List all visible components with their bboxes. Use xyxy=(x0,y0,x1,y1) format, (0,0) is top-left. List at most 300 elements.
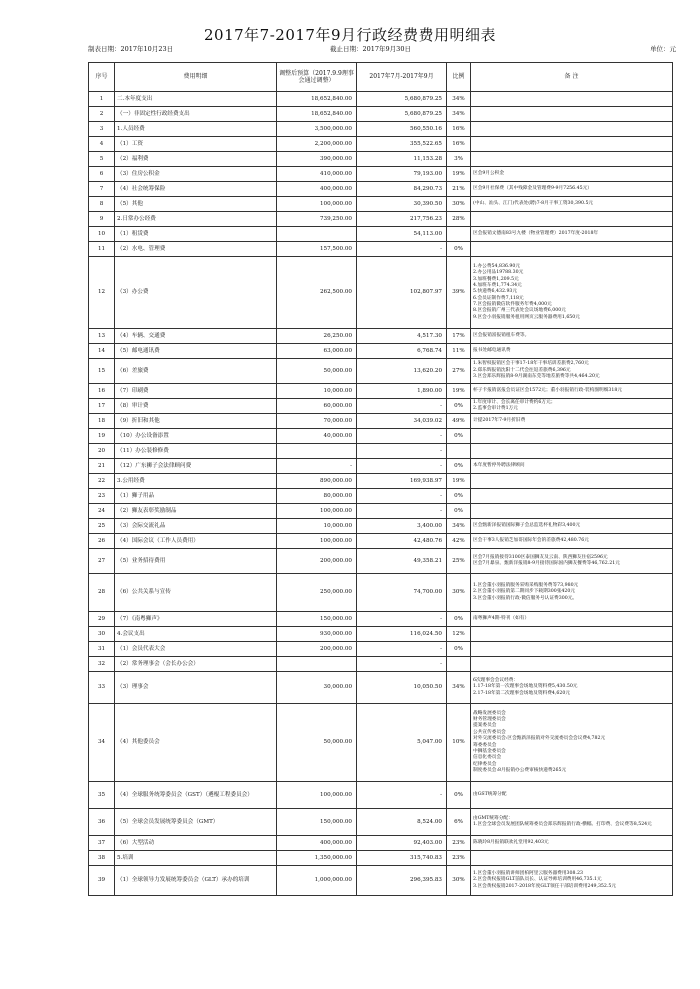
row-number: 38 xyxy=(89,851,115,866)
row-ratio: 0% xyxy=(447,489,471,504)
row-actual: 560,550.16 xyxy=(357,122,447,137)
row-budget: - xyxy=(277,459,357,474)
row-note xyxy=(471,672,673,704)
table-row xyxy=(89,612,673,627)
note-line: 区会9月社保费（其中残障金及管理费9-9月7256.45元） xyxy=(473,185,592,191)
row-item-name: （2）狮友表彰奖励制品 xyxy=(115,504,277,519)
row-ratio: 25% xyxy=(447,549,471,574)
row-number: 29 xyxy=(89,612,115,627)
row-item-name: （5）邮电通讯费 xyxy=(115,344,277,359)
row-budget: 50,000.00 xyxy=(277,359,357,384)
table-row xyxy=(89,384,673,399)
row-item-name: （1）全球领导力发展统筹委员会（GLT）承办的培训 xyxy=(115,866,277,896)
row-actual: - xyxy=(357,504,447,519)
row-actual: 217,756.23 xyxy=(357,212,447,227)
note-line: 报书处邮电通讯费 xyxy=(473,347,511,353)
row-budget: 262,500.00 xyxy=(277,257,357,329)
row-budget: 30,000.00 xyxy=(277,672,357,704)
row-item-name: （12）广东狮子会法律顾问费 xyxy=(115,459,277,474)
row-item-name: （4）车辆、交通费 xyxy=(115,329,277,344)
row-ratio: 27% xyxy=(447,359,471,384)
row-actual: 102,807.97 xyxy=(357,257,447,329)
row-actual: 11,153.28 xyxy=(357,152,447,167)
row-ratio xyxy=(447,444,471,459)
row-budget: 1,350,000.00 xyxy=(277,851,357,866)
table-row xyxy=(89,167,673,182)
row-note xyxy=(471,329,673,344)
row-note xyxy=(471,642,673,657)
row-note xyxy=(471,414,673,429)
row-ratio: 34% xyxy=(447,92,471,107)
note-line: 陈晓玲8月报销联欢礼堂用92,403元 xyxy=(473,839,549,845)
row-note xyxy=(471,399,673,414)
row-actual: - xyxy=(357,657,447,672)
note-line: 8.区会报销广州三代表处会议场地费6,000元 xyxy=(473,308,566,314)
table-row xyxy=(89,227,673,242)
note-line: 3.区会郑乐辉报销8-9月湖南东莞等地差旅费等共4,464.20元 xyxy=(473,374,600,380)
row-item-name: （1）狮子用品 xyxy=(115,489,277,504)
row-actual: - xyxy=(357,429,447,444)
row-actual: - xyxy=(357,399,447,414)
note-line: 1.区会董小羽报销服务采购采购服务费等73,980元 xyxy=(473,582,579,588)
row-actual: - xyxy=(357,444,447,459)
row-item-name: （2）水电、管理费 xyxy=(115,242,277,257)
row-note xyxy=(471,574,673,612)
row-ratio: 30% xyxy=(447,866,471,896)
note-line: 9.区会小羽报销服务租用网页云服务器费用1,650元 xyxy=(473,314,580,320)
note-line: 2.监事会审计费1万元 xyxy=(473,406,518,411)
row-budget: 100,000.00 xyxy=(277,534,357,549)
row-item-name: （4）社会统筹保险 xyxy=(115,182,277,197)
row-ratio: 39% xyxy=(447,257,471,329)
row-budget: 200,000.00 xyxy=(277,642,357,657)
row-budget: 150,000.00 xyxy=(277,809,357,836)
header-notes: 备 注 xyxy=(471,63,673,92)
note-line: 区会7月报销接待3100区泰国狮友及云南、陕西狮友住宿2596元 xyxy=(473,554,608,560)
row-ratio: 6% xyxy=(447,809,471,836)
row-number: 36 xyxy=(89,809,115,836)
row-actual: 169,938.97 xyxy=(357,474,447,489)
row-budget: 50,000.00 xyxy=(277,704,357,782)
row-ratio xyxy=(447,657,471,672)
row-budget: 2,200,000.00 xyxy=(277,137,357,152)
table-row xyxy=(89,212,673,227)
table-row xyxy=(89,489,673,504)
row-number: 28 xyxy=(89,574,115,612)
row-item-name: 二.本年度支出 xyxy=(115,92,277,107)
row-number: 2 xyxy=(89,107,115,122)
row-item-name: （4）国际会议（工作人员费用） xyxy=(115,534,277,549)
row-budget: 63,000.00 xyxy=(277,344,357,359)
note-line: 2.郑乐辉报销沈阳十二代会往返差旅费6,396元 xyxy=(473,367,571,373)
row-number: 9 xyxy=(89,212,115,227)
row-item-name: （5）全球会员发展统筹委员会（GMT） xyxy=(115,809,277,836)
note-line: 由GMT统筹分配： xyxy=(473,815,513,821)
header-budget: 调整后预算（2017.9.9理事会通过调整） xyxy=(277,63,357,92)
row-note xyxy=(471,549,673,574)
row-ratio: 30% xyxy=(447,574,471,612)
row-actual: 4,517.30 xyxy=(357,329,447,344)
row-actual: 296,395.83 xyxy=(357,866,447,896)
header-item: 费用明细 xyxy=(115,63,277,92)
table-row xyxy=(89,329,673,344)
row-item-name: 5.培训 xyxy=(115,851,277,866)
row-ratio: 12% xyxy=(447,627,471,642)
row-budget: 10,000.00 xyxy=(277,519,357,534)
row-note xyxy=(471,429,673,444)
note-line: 2.区会黄权报销GLT前队员长、认证导师培训费用46,735.1元 xyxy=(473,877,602,883)
row-ratio: 0% xyxy=(447,612,471,627)
note-line: 由GST统筹分配 xyxy=(473,791,507,797)
row-actual: 5,680,879.25 xyxy=(357,107,447,122)
row-ratio: 30% xyxy=(447,197,471,212)
row-ratio: 10% xyxy=(447,704,471,782)
table-row xyxy=(89,182,673,197)
row-actual: 355,522.65 xyxy=(357,137,447,152)
row-number: 24 xyxy=(89,504,115,519)
row-number: 8 xyxy=(89,197,115,212)
row-budget: 100,000.00 xyxy=(277,197,357,212)
row-budget: 400,000.00 xyxy=(277,836,357,851)
header-period: 2017年7月-2017年9月 xyxy=(357,63,447,92)
row-budget: 157,500.00 xyxy=(277,242,357,257)
row-ratio: 49% xyxy=(447,414,471,429)
row-ratio: 21% xyxy=(447,182,471,197)
row-actual: 5,047.00 xyxy=(357,704,447,782)
row-number: 37 xyxy=(89,836,115,851)
row-item-name: （3）理事会 xyxy=(115,672,277,704)
row-note xyxy=(471,504,673,519)
row-number: 31 xyxy=(89,642,115,657)
row-budget: 100,000.00 xyxy=(277,504,357,519)
row-number: 7 xyxy=(89,182,115,197)
row-note xyxy=(471,344,673,359)
row-number: 5 xyxy=(89,152,115,167)
row-note xyxy=(471,836,673,851)
row-item-name: （1）工资 xyxy=(115,137,277,152)
row-budget: 150,000.00 xyxy=(277,612,357,627)
table-row xyxy=(89,519,673,534)
row-item-name: （10）办公设备添置 xyxy=(115,429,277,444)
row-budget: 410,000.00 xyxy=(277,167,357,182)
row-note xyxy=(471,227,673,242)
row-number: 12 xyxy=(89,257,115,329)
row-note xyxy=(471,866,673,896)
table-row xyxy=(89,534,673,549)
row-note xyxy=(471,627,673,642)
row-item-name: （4）其他委员会 xyxy=(115,704,277,782)
table-row xyxy=(89,704,673,782)
row-number: 1 xyxy=(89,92,115,107)
header-ratio: 比例 xyxy=(447,63,471,92)
row-number: 4 xyxy=(89,137,115,152)
row-actual: 3,400.00 xyxy=(357,519,447,534)
cutoff-date: 截止日期：2017年9月30日 xyxy=(330,45,411,53)
row-ratio: 11% xyxy=(447,344,471,359)
note-line: 1.年度审计、会长离任审计费约6万元； xyxy=(473,399,556,405)
note-line: 3.加班餐费1,209.5元 xyxy=(473,276,519,282)
row-note xyxy=(471,612,673,627)
row-number: 19 xyxy=(89,429,115,444)
row-actual: 315,740.83 xyxy=(357,851,447,866)
row-actual: 54,113.00 xyxy=(357,227,447,242)
row-number: 6 xyxy=(89,167,115,182)
row-note xyxy=(471,809,673,836)
table-row xyxy=(89,344,673,359)
row-number: 15 xyxy=(89,359,115,384)
row-actual: 10,050.50 xyxy=(357,672,447,704)
row-number: 14 xyxy=(89,344,115,359)
note-line: 1.朱智权报销区会干事17-18年干事培训差旅费2,760元 xyxy=(473,361,589,367)
row-actual: - xyxy=(357,489,447,504)
row-actual: 34,039.02 xyxy=(357,414,447,429)
row-item-name: （2）常务理事会（会长办公会） xyxy=(115,657,277,672)
row-actual: 92,403.00 xyxy=(357,836,447,851)
row-note xyxy=(471,92,673,107)
note-line: 战略发展委员会 xyxy=(473,710,506,716)
row-item-name: 4.会议支出 xyxy=(115,627,277,642)
row-budget: 890,000.00 xyxy=(277,474,357,489)
row-number: 13 xyxy=(89,329,115,344)
row-number: 39 xyxy=(89,866,115,896)
row-number: 25 xyxy=(89,519,115,534)
row-note xyxy=(471,459,673,474)
row-ratio: 0% xyxy=(447,429,471,444)
row-item-name: （6）公共关系与宣传 xyxy=(115,574,277,612)
note-line: (中山、汕头、江门)代表处(聘)7-8月干事工资30,390.5元 xyxy=(473,200,594,206)
row-item-name: （5）其他 xyxy=(115,197,277,212)
row-note xyxy=(471,137,673,152)
note-line: 3.区会黄权报销2017-2018年度GLT领任干部培训费用249,352.5元 xyxy=(473,883,617,889)
note-line: 区会7月暴泉、甄新洋报销8-9月接待国际国内狮友餐费等46,762.21元 xyxy=(473,561,620,566)
row-number: 16 xyxy=(89,384,115,399)
row-ratio: 42% xyxy=(447,534,471,549)
row-item-name: （4）全球服务统筹委员会（GST）（遴棍工程委员会） xyxy=(115,782,277,809)
row-note xyxy=(471,182,673,197)
row-number: 21 xyxy=(89,459,115,474)
row-budget: 80,000.00 xyxy=(277,489,357,504)
note-line: 财务管理委员会 xyxy=(473,717,506,723)
row-ratio: 0% xyxy=(447,399,471,414)
row-number: 20 xyxy=(89,444,115,459)
row-ratio: 34% xyxy=(447,107,471,122)
row-ratio: 34% xyxy=(447,519,471,534)
note-line: 2.办公用品19788.30元 xyxy=(473,270,524,276)
note-line: 2.17-18年第二次理事会场地及资料费4,620元 xyxy=(473,690,571,696)
row-budget: 930,000.00 xyxy=(277,627,357,642)
row-budget: 400,000.00 xyxy=(277,182,357,197)
note-line: 7.区会报销微信软件服务年费4,000元 xyxy=(473,302,552,308)
note-line: 区会干事3人报销芝加哥国际年会的差旅费42,480.76元 xyxy=(473,537,589,543)
note-line: 6.会员证制作费7,118元 xyxy=(473,295,524,301)
row-actual: 84,290.73 xyxy=(357,182,447,197)
note-line: 对外交流委员会:区会甄新泽报销对外交流委员会会议费4,782元 xyxy=(473,736,606,742)
row-item-name: （一）非固定性行政经费支出 xyxy=(115,107,277,122)
table-row xyxy=(89,642,673,657)
row-ratio: 19% xyxy=(447,384,471,399)
row-number: 22 xyxy=(89,474,115,489)
row-note xyxy=(471,444,673,459)
header-row xyxy=(89,63,673,92)
row-number: 10 xyxy=(89,227,115,242)
row-number: 34 xyxy=(89,704,115,782)
row-actual: 42,480.76 xyxy=(357,534,447,549)
row-item-name: （3）办公费 xyxy=(115,257,277,329)
note-line: 计提2017年7-9月折旧费 xyxy=(473,417,526,423)
row-ratio: 16% xyxy=(447,137,471,152)
table-row xyxy=(89,257,673,329)
row-item-name: 3.公用经费 xyxy=(115,474,277,489)
note-line: 4.加班车费1,774.34元 xyxy=(473,282,522,288)
row-item-name: （5）业务招待费用 xyxy=(115,549,277,574)
row-item-name: （7）《南粤狮声》 xyxy=(115,612,277,627)
table-row xyxy=(89,107,673,122)
row-item-name: （3）住房公积金 xyxy=(115,167,277,182)
row-budget xyxy=(277,444,357,459)
note-line: 1.区会全球会员发展团队统筹委员会郑乐辉报销行政-横幅、打印费、会议费等8,524元 xyxy=(473,822,652,827)
note-line: 区会9月公积金 xyxy=(473,170,505,176)
row-note xyxy=(471,489,673,504)
row-ratio: 0% xyxy=(447,242,471,257)
row-note xyxy=(471,534,673,549)
row-ratio: 19% xyxy=(447,167,471,182)
row-number: 11 xyxy=(89,242,115,257)
row-item-name: （2）福利费 xyxy=(115,152,277,167)
note-line: 本年度暂停外聘法律顾问 xyxy=(473,462,525,468)
note-line: 杯子卡报销富报会员证区会1572元；董小羽报销行政-装构图明细318元 xyxy=(473,387,623,393)
row-item-name: （3）会际交流礼品 xyxy=(115,519,277,534)
row-ratio: 17% xyxy=(447,329,471,344)
row-item-name: （1）租赁费 xyxy=(115,227,277,242)
table-row xyxy=(89,851,673,866)
table-row xyxy=(89,414,673,429)
row-ratio: 19% xyxy=(447,474,471,489)
note-line: 3.区会董小羽报销行政-微信服务号认证费300元。 xyxy=(473,595,578,601)
note-line: 南粤狮声4期-特刊（如有） xyxy=(473,615,530,621)
row-ratio: 34% xyxy=(447,672,471,704)
note-line: 区会报销富报销租车费等。 xyxy=(473,332,530,338)
row-actual: 6,768.74 xyxy=(357,344,447,359)
row-actual: - xyxy=(357,782,447,809)
table-row xyxy=(89,474,673,489)
table-row xyxy=(89,657,673,672)
row-note xyxy=(471,851,673,866)
note-line: 区会报销文德南83号九楼（物业管理费）2017年度-2018年 xyxy=(473,230,599,236)
note-line: 区会甄新泽报销国际狮子会总监选杯礼物彩3,400元 xyxy=(473,522,581,528)
note-line: 6次理事会会议经费： xyxy=(473,677,519,683)
row-number: 3 xyxy=(89,122,115,137)
row-number: 23 xyxy=(89,489,115,504)
row-item-name: （11）办公装修修费 xyxy=(115,444,277,459)
note-line: 公共宣传委员会 xyxy=(473,729,506,735)
row-budget xyxy=(277,227,357,242)
row-ratio: 3% xyxy=(447,152,471,167)
table-body xyxy=(89,92,673,896)
row-number: 33 xyxy=(89,672,115,704)
row-budget: 60,000.00 xyxy=(277,399,357,414)
row-item-name: （1）会员代表大会 xyxy=(115,642,277,657)
table-row xyxy=(89,459,673,474)
note-line: 1.17-18年第一次理事会场地及资料费5,430.50元 xyxy=(473,684,578,690)
row-budget: 739,250.00 xyxy=(277,212,357,227)
row-note xyxy=(471,152,673,167)
table-row xyxy=(89,399,673,414)
row-note xyxy=(471,167,673,182)
row-budget: 18,652,840.00 xyxy=(277,107,357,122)
row-item-name: （6）大型活动 xyxy=(115,836,277,851)
row-note xyxy=(471,197,673,212)
note-line: 信息化委员会 xyxy=(473,755,502,761)
table-row xyxy=(89,197,673,212)
row-actual: - xyxy=(357,612,447,627)
row-actual: - xyxy=(357,242,447,257)
row-note xyxy=(471,107,673,122)
table-row xyxy=(89,627,673,642)
row-budget: 26,250.00 xyxy=(277,329,357,344)
table-row xyxy=(89,137,673,152)
row-actual: 74,700.00 xyxy=(357,574,447,612)
row-actual: 8,524.00 xyxy=(357,809,447,836)
row-ratio: 0% xyxy=(447,459,471,474)
row-budget xyxy=(277,657,357,672)
table-row xyxy=(89,122,673,137)
note-line: 制度委员会:8月报销办公费审核快递费265元 xyxy=(473,767,567,773)
note-line: 1.区会董小羽报销讲师团柏阿里云服务器费用308.23 xyxy=(473,870,583,876)
row-budget: 390,000.00 xyxy=(277,152,357,167)
row-note xyxy=(471,474,673,489)
row-number: 18 xyxy=(89,414,115,429)
row-item-name: （8）审计费 xyxy=(115,399,277,414)
row-actual: 13,620.20 xyxy=(357,359,447,384)
row-budget: 250,000.00 xyxy=(277,574,357,612)
table-row xyxy=(89,866,673,896)
row-item-name: 1.人员经费 xyxy=(115,122,277,137)
table-row xyxy=(89,242,673,257)
row-ratio: 0% xyxy=(447,642,471,657)
table-row xyxy=(89,92,673,107)
row-note xyxy=(471,359,673,384)
note-line: 纪律委员会 xyxy=(473,761,497,767)
note-line: 中狮基金委员会 xyxy=(473,748,506,754)
note-line: 5.快递费6,432.93元 xyxy=(473,289,518,295)
row-actual: 49,358.21 xyxy=(357,549,447,574)
row-note xyxy=(471,384,673,399)
row-actual: 5,680,879.25 xyxy=(357,92,447,107)
row-budget: 18,652,840.00 xyxy=(277,92,357,107)
row-item-name: （6）差旅费 xyxy=(115,359,277,384)
table-row xyxy=(89,444,673,459)
prepared-date: 制表日期：2017年10月23日 xyxy=(88,45,174,53)
note-line: 筹委委员会 xyxy=(473,742,497,748)
note-line: 2.区会董小羽报销第二期同步下载期300张420元 xyxy=(473,589,576,595)
unit-label: 单位：元 xyxy=(650,45,676,53)
header-no: 序号 xyxy=(89,63,115,92)
document-title: 2017年7-2017年9月行政经费费用明细表 xyxy=(203,26,496,44)
row-item-name: （9）折旧和其他 xyxy=(115,414,277,429)
row-ratio: 28% xyxy=(447,212,471,227)
row-budget: 10,000.00 xyxy=(277,384,357,399)
row-note xyxy=(471,704,673,782)
row-budget: 200,000.00 xyxy=(277,549,357,574)
table-row xyxy=(89,574,673,612)
row-ratio xyxy=(447,227,471,242)
row-budget: 3,500,000.00 xyxy=(277,122,357,137)
row-actual: - xyxy=(357,642,447,657)
row-number: 17 xyxy=(89,399,115,414)
table-row xyxy=(89,152,673,167)
row-number: 26 xyxy=(89,534,115,549)
row-budget: 1,000,000.00 xyxy=(277,866,357,896)
